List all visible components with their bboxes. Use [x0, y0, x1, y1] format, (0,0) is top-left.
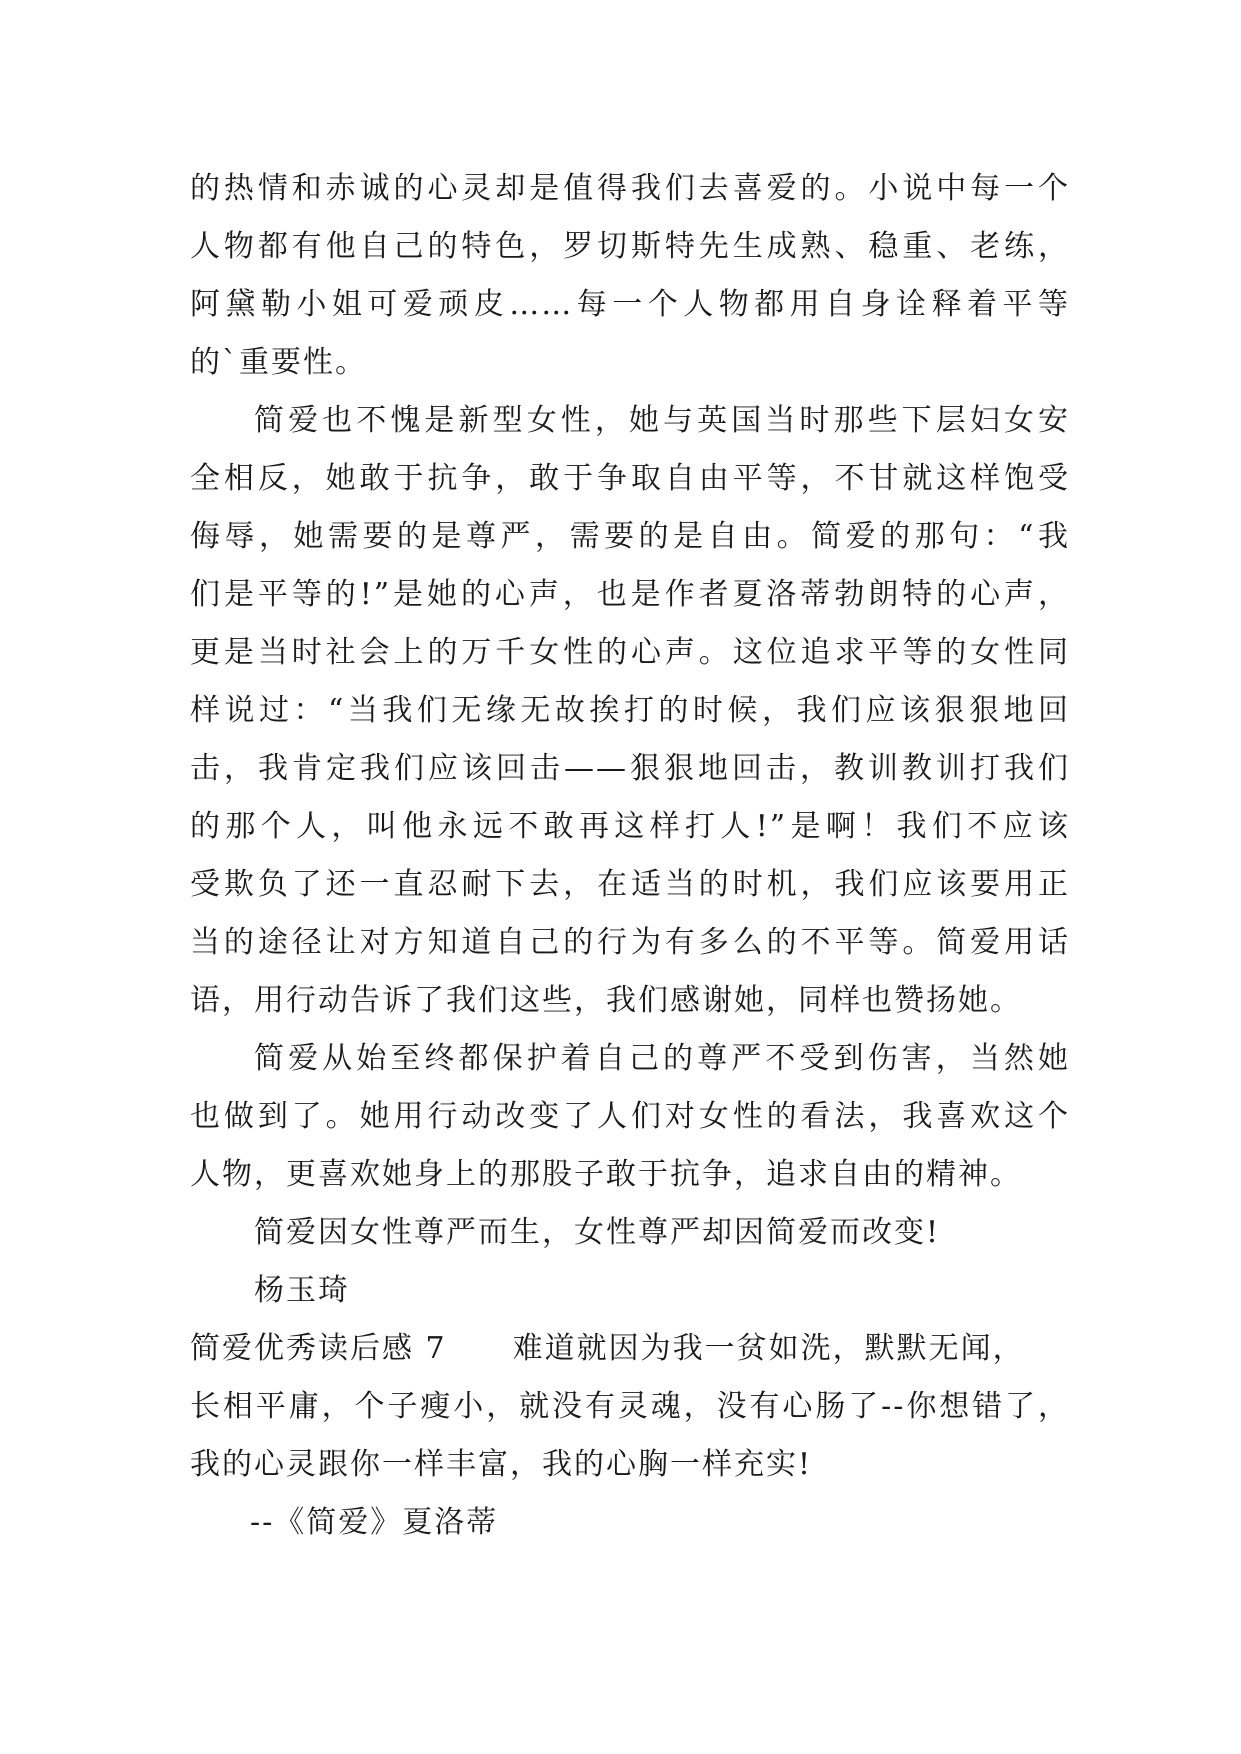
- text-line: 的`重要性。: [190, 345, 367, 380]
- paragraph-4: 简爱因女性尊严而生，女性尊严却因简爱而改变!: [254, 1215, 941, 1250]
- text-line: 样说过：“当我们无缘无故挨打的时候，我们应该狠狠地回: [190, 693, 1070, 728]
- text-line: 们是平等的!”是她的心声，也是作者夏洛蒂勃朗特的心声，: [190, 577, 1070, 612]
- text-line: 我的心灵跟你一样丰富，我的心胸一样充实!: [190, 1447, 813, 1482]
- text-line: 的那个人，叫他永远不敢再这样打人!”是啊！我们不应该: [190, 809, 1070, 844]
- text-line: 更是当时社会上的万千女性的心声。这位追求平等的女性同: [190, 635, 1070, 670]
- text-line: 人物，更喜欢她身上的那股子敢于抗争，追求自由的精神。: [190, 1157, 1022, 1192]
- text-line: 阿黛勒小姐可爱顽皮……每一个人物都用自身诠释着平等: [190, 287, 1070, 322]
- text-line: 侮辱，她需要的是尊严，需要的是自由。简爱的那句：“我: [190, 519, 1070, 554]
- paragraph-2: [190, 392, 1070, 1030]
- text-line: 人物都有他自己的特色，罗切斯特先生成熟、稳重、老练，: [190, 229, 1070, 264]
- text-line: 击，我肯定我们应该回击——狠狠地回击，教训教训打我们: [190, 751, 1070, 786]
- text-line: 语，用行动告诉了我们这些，我们感谢她，同样也赞扬她。: [190, 983, 1022, 1018]
- text-line: 全相反，她敢于抗争，敢于争取自由平等，不甘就这样饱受: [190, 461, 1070, 496]
- document-body: [190, 160, 1070, 1552]
- paragraph-1: [190, 160, 1070, 392]
- text-line: 简爱从始至终都保护着自己的尊严不受到伤害，当然她: [254, 1041, 1070, 1076]
- section-title: 简爱优秀读后感 7: [190, 1331, 447, 1366]
- text-line: 简爱也不愧是新型女性，她与英国当时那些下层妇女安: [254, 403, 1070, 438]
- paragraph-3: [190, 1030, 1070, 1204]
- text-line: 当的途径让对方知道自己的行为有多么的不平等。简爱用话: [190, 925, 1070, 960]
- author-name: 杨玉琦: [254, 1273, 350, 1308]
- section-heading-line: [190, 1320, 1070, 1378]
- text-line: 长相平庸，个子瘦小，就没有灵魂，没有心肠了--你想错了，: [190, 1389, 1070, 1424]
- quote-attribution: --《简爱》夏洛蒂: [250, 1505, 499, 1540]
- section-first-line: 难道就因为我一贫如洗，默默无闻，: [512, 1331, 1025, 1366]
- text-line: 的热情和赤诚的心灵却是值得我们去喜爱的。小说中每一个: [190, 171, 1070, 206]
- text-line: 受欺负了还一直忍耐下去，在适当的时机，我们应该要用正: [190, 867, 1070, 902]
- text-line: 也做到了。她用行动改变了人们对女性的看法，我喜欢这个: [190, 1099, 1070, 1134]
